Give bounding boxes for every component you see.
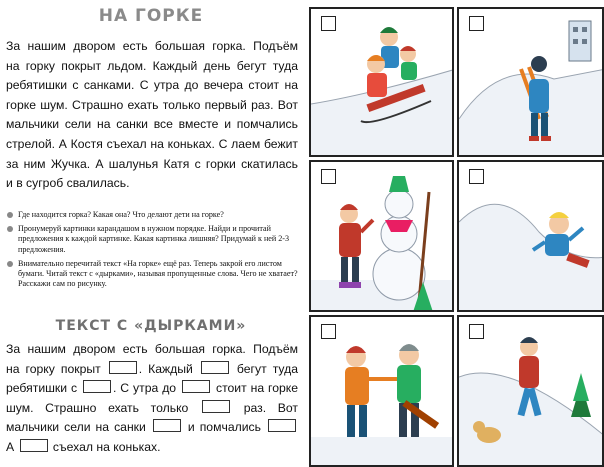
snowman-illustration <box>311 162 454 312</box>
task-text: Внимательно перечитай текст «На горке» ещё раз. Теперь закрой его листом бумаги. Читай текст с «дырками», называя пропущенные слова. Чего не хватает? Расскажи сам по рисунку. <box>18 258 298 289</box>
task-item <box>6 210 302 220</box>
blank-box[interactable] <box>20 439 48 452</box>
blank-box[interactable] <box>268 419 296 432</box>
picture-grid <box>309 7 604 467</box>
skier-picture <box>457 7 604 157</box>
blank-box[interactable] <box>201 361 229 374</box>
text-fragment: и помчались <box>187 420 261 435</box>
two-kids-picture <box>309 315 454 467</box>
text-fragment: . С утра до <box>113 381 177 396</box>
sled-picture <box>309 7 454 157</box>
number-box[interactable] <box>321 324 336 339</box>
task-item <box>6 224 302 255</box>
story-line: за ним Жучка. А шалунья Катя с горки скатилась <box>6 156 298 171</box>
holes-title: ТЕКСТ С «ДЫРКАМИ» <box>55 318 247 334</box>
story-line: мальчики сели на санки все вместе и помчались <box>6 117 298 132</box>
holes-text <box>6 340 298 458</box>
holes-line <box>6 360 298 380</box>
text-fragment: За нашим двором есть большая горка. Подъём <box>6 342 298 356</box>
task-item <box>6 259 302 290</box>
two-kids-illustration <box>311 317 454 467</box>
story-text <box>6 37 298 194</box>
blank-box[interactable] <box>83 380 111 393</box>
text-fragment: мальчики сели на санки <box>6 420 146 435</box>
story-line: ребятишки с санками. С утра до вечера стоит на <box>6 78 298 93</box>
holes-line <box>6 418 298 438</box>
snowdrift-illustration <box>459 162 604 312</box>
snowdrift-picture <box>457 160 604 312</box>
number-box[interactable] <box>321 169 336 184</box>
story-line: горке шум. Страшно ехать только первый раз. Вот <box>6 97 298 112</box>
skater-illustration <box>459 317 604 467</box>
text-fragment: шум. Страшно ехать только <box>6 400 189 415</box>
holes-line <box>6 438 298 458</box>
skater-picture <box>457 315 604 467</box>
bullet-icon <box>7 226 13 232</box>
snowman-picture <box>309 160 454 312</box>
bullet-icon <box>7 212 13 218</box>
task-text: Пронумеруй картинки карандашом в нужном порядке. Найди и прочитай предложения к каждой картинке. Какая картинка лишняя? Придумай к ней 2-3 предложения. <box>18 224 290 254</box>
number-box[interactable] <box>469 169 484 184</box>
holes-line <box>6 399 298 419</box>
story-line: За нашим двором есть большая горка. Подъём <box>6 39 298 53</box>
story-line: на горку покрыт льдом. Каждый день бегут туда <box>6 58 298 73</box>
text-fragment: ребятишки с <box>6 381 78 396</box>
holes-line <box>6 379 298 399</box>
number-box[interactable] <box>469 16 484 31</box>
story-line: стрелой. А Костя съехал на коньках. С лаем бежит <box>6 136 298 151</box>
story-title: НА ГОРКЕ <box>98 6 204 26</box>
text-fragment: . Каждый <box>138 361 193 376</box>
story-line: и в сугроб свалилась. <box>6 176 130 191</box>
number-box[interactable] <box>321 16 336 31</box>
blank-box[interactable] <box>109 361 137 374</box>
text-fragment: А <box>6 439 15 454</box>
text-fragment: бегут туда <box>236 361 298 376</box>
number-box[interactable] <box>469 324 484 339</box>
task-text: Где находится горка? Какая она? Что делают дети на горке? <box>18 210 224 219</box>
sled-illustration <box>311 9 454 157</box>
text-fragment: раз. Вот <box>243 400 298 415</box>
holes-line <box>6 340 298 360</box>
text-fragment: съехал на коньках. <box>52 439 161 454</box>
blank-box[interactable] <box>153 419 181 432</box>
blank-box[interactable] <box>182 380 210 393</box>
task-list <box>6 210 302 293</box>
bullet-icon <box>7 261 13 267</box>
blank-box[interactable] <box>202 400 230 413</box>
skier-illustration <box>459 9 604 157</box>
text-fragment: на горку покрыт <box>6 361 101 376</box>
text-fragment: стоит на горке <box>215 381 299 396</box>
